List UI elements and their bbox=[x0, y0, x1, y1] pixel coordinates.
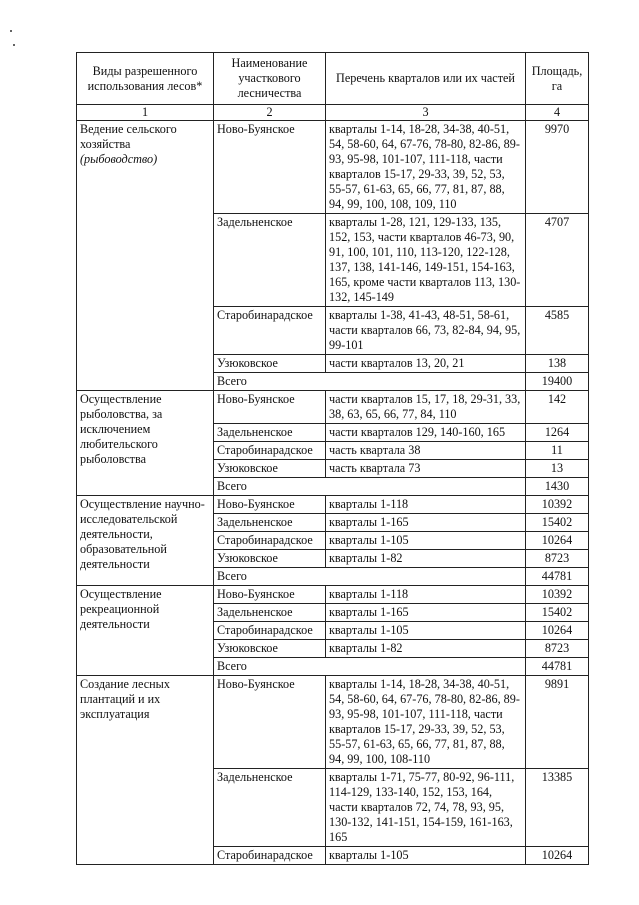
header-use-type: Виды разрешенного использования лесов* bbox=[77, 53, 214, 105]
area-value: 8723 bbox=[526, 640, 589, 658]
column-number: 2 bbox=[214, 105, 326, 121]
area-value: 10264 bbox=[526, 532, 589, 550]
total-area: 44781 bbox=[526, 568, 589, 586]
area-value: 142 bbox=[526, 391, 589, 424]
forestry-name: Задельненское bbox=[214, 214, 326, 307]
quarters-list: части кварталов 13, 20, 21 bbox=[326, 355, 526, 373]
forestry-name: Узюковское bbox=[214, 355, 326, 373]
quarters-list: кварталы 1-38, 41-43, 48-51, 58-61, части кварталов 66, 73, 82-84, 94, 95, 99-101 bbox=[326, 307, 526, 355]
column-number: 4 bbox=[526, 105, 589, 121]
area-value: 10392 bbox=[526, 586, 589, 604]
header-forestry: Наименование участкового лесничества bbox=[214, 53, 326, 105]
forestry-name: Ново-Буянское bbox=[214, 496, 326, 514]
use-type: Ведение сельского хозяйства bbox=[80, 122, 177, 151]
quarters-list: кварталы 1-71, 75-77, 80-92, 96-111, 114-129, 133-140, 152, 153, 164, части кварталов 72, 74, 78, 93, 95, 130-132, 141-151, 154-159, 161-163, 165 bbox=[326, 769, 526, 847]
quarters-list: часть квартала 38 bbox=[326, 442, 526, 460]
use-type: Осуществление научно-исследовательской деятельности, образовательной деятельности bbox=[77, 496, 214, 586]
quarters-list: часть квартала 73 bbox=[326, 460, 526, 478]
area-value: 138 bbox=[526, 355, 589, 373]
quarters-list: кварталы 1-14, 18-28, 34-38, 40-51, 54, 58-60, 64, 67-76, 78-80, 82-86, 89-93, 95-98, 101-107, 111-118, части кварталов 15-17, 29-33, 39, 52, 53, 55-57, 61-63, 65, 66, 77, 81, 87, 88, 94, 99, 100, 108, 109, 110 bbox=[326, 121, 526, 214]
area-value: 10264 bbox=[526, 622, 589, 640]
quarters-list: кварталы 1-28, 121, 129-133, 135, 152, 153, части кварталов 46-73, 90, 91, 100, 101, 110, 113-120, 122-128, 137, 138, 141-146, 149-151, 154-163, 165, кроме части кварталов 113, 130-132, 145-149 bbox=[326, 214, 526, 307]
quarters-list: кварталы 1-14, 18-28, 34-38, 40-51, 54, 58-60, 64, 67-76, 78-80, 82-86, 89-93, 95-98, 101-107, 111-118, части кварталов 15-17, 29-33, 39, 52, 53, 55-57, 61-63, 65, 66, 77, 81, 87, 88, 94, 99, 100, 108-110 bbox=[326, 676, 526, 769]
forestry-name: Старобинарадское bbox=[214, 847, 326, 865]
column-number: 3 bbox=[326, 105, 526, 121]
forestry-name: Старобинарадское bbox=[214, 532, 326, 550]
area-value: 15402 bbox=[526, 604, 589, 622]
scan-speck bbox=[13, 44, 15, 46]
area-value: 4585 bbox=[526, 307, 589, 355]
quarters-list: части кварталов 15, 17, 18, 29-31, 33, 38, 63, 65, 66, 77, 84, 110 bbox=[326, 391, 526, 424]
total-label: Всего bbox=[214, 658, 526, 676]
area-value: 9970 bbox=[526, 121, 589, 214]
use-type-cell bbox=[77, 121, 214, 391]
total-label: Всего bbox=[214, 478, 526, 496]
quarters-list: кварталы 1-165 bbox=[326, 604, 526, 622]
scan-speck bbox=[10, 30, 12, 32]
header-area: Площадь, га bbox=[526, 53, 589, 105]
quarters-list: кварталы 1-118 bbox=[326, 496, 526, 514]
forestry-name: Старобинарадское bbox=[214, 442, 326, 460]
forestry-name: Узюковское bbox=[214, 640, 326, 658]
area-value: 15402 bbox=[526, 514, 589, 532]
total-label: Всего bbox=[214, 373, 526, 391]
quarters-list: кварталы 1-118 bbox=[326, 586, 526, 604]
area-value: 10264 bbox=[526, 847, 589, 865]
area-value: 9891 bbox=[526, 676, 589, 769]
forestry-name: Узюковское bbox=[214, 460, 326, 478]
area-value: 11 bbox=[526, 442, 589, 460]
forestry-name: Задельненское bbox=[214, 424, 326, 442]
use-type: Осуществление рекреационной деятельности bbox=[77, 586, 214, 676]
total-label: Всего bbox=[214, 568, 526, 586]
forestry-name: Узюковское bbox=[214, 550, 326, 568]
use-type: Создание лесных плантаций и их эксплуатация bbox=[77, 676, 214, 865]
forestry-name: Ново-Буянское bbox=[214, 121, 326, 214]
forestry-name: Старобинарадское bbox=[214, 622, 326, 640]
area-value: 4707 bbox=[526, 214, 589, 307]
forestry-name: Ново-Буянское bbox=[214, 586, 326, 604]
quarters-list: кварталы 1-105 bbox=[326, 532, 526, 550]
forestry-name: Ново-Буянское bbox=[214, 676, 326, 769]
use-type: Осуществление рыболовства, за исключением любительского рыболовства bbox=[77, 391, 214, 496]
forest-use-table bbox=[76, 52, 589, 865]
area-value: 13 bbox=[526, 460, 589, 478]
area-value: 8723 bbox=[526, 550, 589, 568]
quarters-list: кварталы 1-82 bbox=[326, 550, 526, 568]
quarters-list: кварталы 1-82 bbox=[326, 640, 526, 658]
area-value: 1264 bbox=[526, 424, 589, 442]
use-type-note: (рыбоводство) bbox=[80, 152, 158, 166]
total-area: 19400 bbox=[526, 373, 589, 391]
forestry-name: Задельненское bbox=[214, 769, 326, 847]
quarters-list: кварталы 1-105 bbox=[326, 847, 526, 865]
total-area: 44781 bbox=[526, 658, 589, 676]
forestry-name: Задельненское bbox=[214, 514, 326, 532]
forestry-name: Задельненское bbox=[214, 604, 326, 622]
total-area: 1430 bbox=[526, 478, 589, 496]
quarters-list: кварталы 1-165 bbox=[326, 514, 526, 532]
area-value: 10392 bbox=[526, 496, 589, 514]
quarters-list: кварталы 1-105 bbox=[326, 622, 526, 640]
forestry-name: Ново-Буянское bbox=[214, 391, 326, 424]
header-quarters: Перечень кварталов или их частей bbox=[326, 53, 526, 105]
quarters-list: части кварталов 129, 140-160, 165 bbox=[326, 424, 526, 442]
column-number: 1 bbox=[77, 105, 214, 121]
forestry-name: Старобинарадское bbox=[214, 307, 326, 355]
area-value: 13385 bbox=[526, 769, 589, 847]
